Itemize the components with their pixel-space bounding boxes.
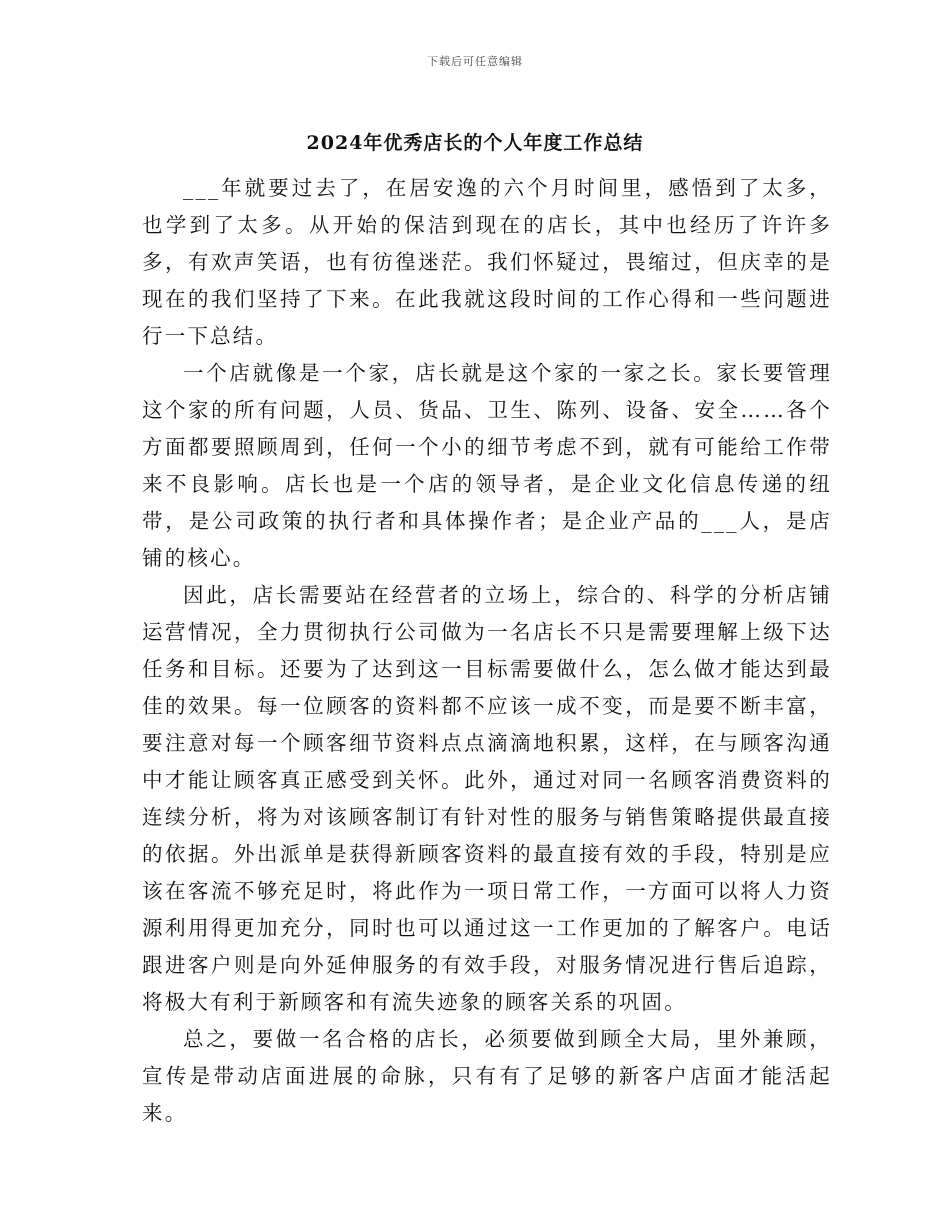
header-note: 下载后可任意编辑 [427,55,523,68]
document-body [142,170,832,1132]
paragraph: 一个店就像是一个家，店长就是这个家的一家之长。家长要管理这个家的所有问题，人员、货品、卫生、陈列、设备、安全……各个方面都要照顾周到，任何一个小的细节考虑不到，就有可能给工作带来不良影响。店长也是一个店的领导者，是企业文化信息传递的纽带，是公司政策的执行者和具体操作者；是企业产品的___人，是店铺的核心。 [142,361,832,570]
paragraph: 因此，店长需要站在经营者的立场上，综合的、科学的分析店铺运营情况，全力贯彻执行公司做为一名店长不只是需要理解上级下达任务和目标。还要为了达到这一目标需要做什么，怎么做才能达到最佳的效果。每一位顾客的资料都不应该一成不变，而是要不断丰富，要注意对每一个顾客细节资料点点滴滴地积累，这样，在与顾客沟通中才能让顾客真正感受到关怀。此外，通过对同一名顾客消费资料的连续分析，将为对该顾客制订有针对性的服务与销售策略提供最直接的依据。外出派单是获得新顾客资料的最直接有效的手段，特别是应该在客流不够充足时，将此作为一项日常工作，一方面可以将人力资源利用得更加充分，同时也可以通过这一工作更加的了解客户。电话跟进客户则是向外延伸服务的有效手段，对服务情况进行售后追踪，将极大有利于新顾客和有流失迹象的顾客关系的巩固。 [142,583,832,1014]
paragraph: ___年就要过去了，在居安逸的六个月时间里，感悟到了太多，也学到了太多。从开始的保洁到现在的店长，其中也经历了许许多多，有欢声笑语，也有彷徨迷茫。我们怀疑过，畏缩过，但庆幸的是现在的我们坚持了下来。在此我就这段时间的工作心得和一些问题进行一下总结。 [142,176,832,348]
paragraph: 总之，要做一名合格的店长，必须要做到顾全大局，里外兼顾，宣传是带动店面进展的命脉，只有有了足够的新客户店面才能活起来。 [142,1027,832,1125]
page-title: 2024年优秀店长的个人年度工作总结 [306,132,644,154]
